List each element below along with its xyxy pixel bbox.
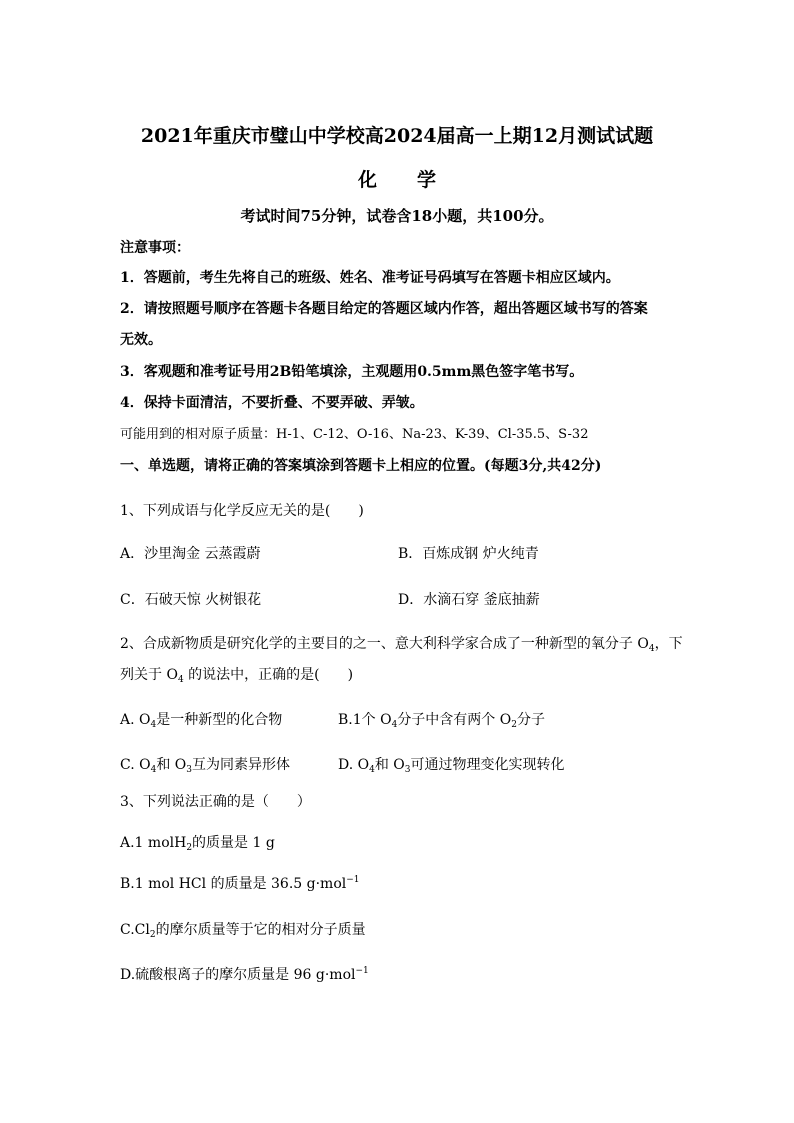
q1-option-c: C．石破天惊 火树银花	[120, 592, 262, 608]
note-item-1: 1．答题前，考生先将自己的班级、姓名、准考证号码填写在答题卡相应区域内。	[120, 270, 620, 286]
notes-heading: 注意事项：	[120, 240, 190, 256]
exam-title: 2021年重庆市璧山中学校高2024届高一上期12月测试试题	[140, 125, 654, 147]
q3-option-b: B.1 mol HCl 的质量是 36.5 g·mol$^{-1}$	[120, 875, 360, 892]
exam-info: 考试时间75分钟，试卷含18小题，共100分。	[240, 207, 554, 225]
q2-option-c: C. $O_4$和 $O_3$互为同素异形体	[120, 757, 290, 775]
q1-option-a: A．沙里淘金 云蒸霞蔚	[120, 546, 261, 562]
q3-option-d: D.硫酸根离子的摩尔质量是 96 g·mol$^{-1}$	[120, 966, 369, 983]
q1-stem: 1、下列成语与化学反应无关的是( )	[120, 503, 364, 519]
q2-option-d: D. $O_4$和 $O_3$可通过物理变化实现转化	[338, 757, 565, 775]
section-1-heading: 一、单选题，请将正确的答案填涂到答题卡上相应的位置。(每题3分,共42分)	[120, 458, 602, 474]
q2-stem-line-2: 列关于 $O_4$ 的说法中，正确的是( )	[120, 667, 354, 685]
q2-stem-line-1: 2、合成新物质是研究化学的主要目的之一、意大利科学家合成了一种新型的氧分子 $O_4$，下	[120, 636, 683, 654]
note-item-2-cont: 无效。	[120, 332, 162, 348]
q1-option-b: B．百炼成钢 炉火纯青	[398, 546, 539, 562]
q3-stem: 3、下列说法正确的是（ ）	[120, 794, 311, 810]
q2-option-b: B.1个 $O_4$分子中含有两个 $O_2$分子	[338, 712, 545, 730]
q3-option-a: A.1 molH$_2$的质量是 1 g	[120, 835, 275, 853]
atomic-masses: 可能用到的相对原子质量：H-1、C-12、O-16、Na-23、K-39、Cl-35.5、S-32	[120, 427, 589, 442]
note-item-4: 4．保持卡面清洁，不要折叠、不要弄破、弄皱。	[120, 395, 424, 411]
subject-char-2: 学	[417, 169, 437, 191]
q3-option-c: $C.Cl_2$的摩尔质量等于它的相对分子质量	[120, 922, 366, 940]
subject-heading	[0, 170, 794, 190]
q2-option-a: A. $O_4$是一种新型的化合物	[120, 712, 283, 730]
q1-option-d: D．水滴石穿 釜底抽薪	[398, 592, 540, 608]
subject-char-1: 化	[357, 169, 377, 191]
note-item-3: 3．客观题和准考证号用2B铅笔填涂，主观题用0.5mm黑色签字笔书写。	[120, 364, 584, 380]
note-item-2: 2．请按照题号顺序在答题卡各题目给定的答题区域内作答，超出答题区域书写的答案	[120, 301, 648, 317]
